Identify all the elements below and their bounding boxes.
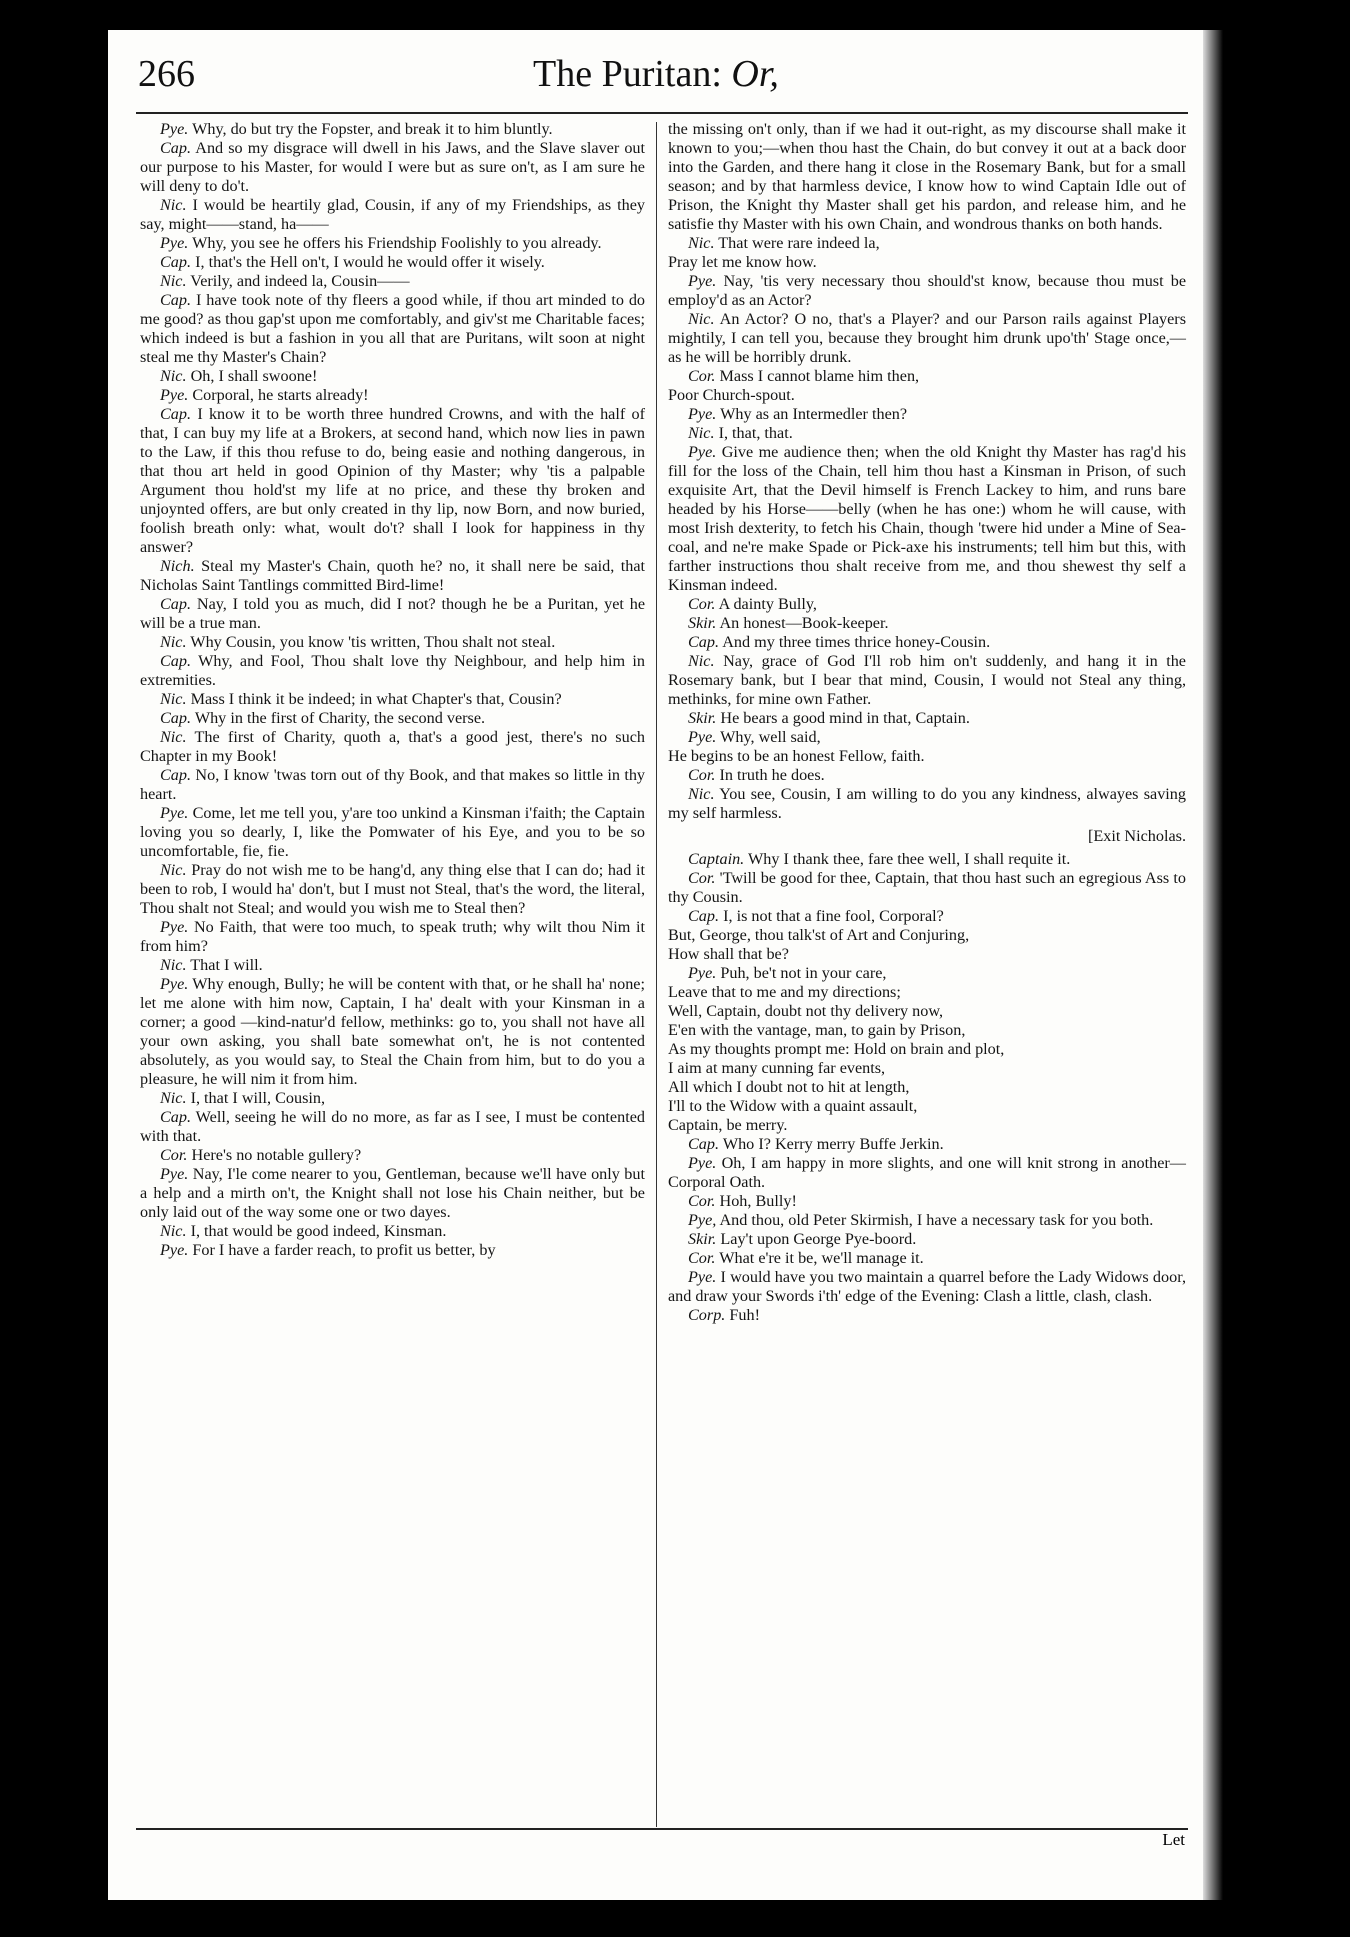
speaker-label: Pye. bbox=[160, 975, 189, 993]
speech-line bbox=[140, 690, 645, 709]
speech-line bbox=[668, 1230, 1186, 1249]
speaker-label: Cor. bbox=[688, 869, 716, 887]
speaker-label: Cap. bbox=[160, 405, 192, 423]
speech-text: And my three times thrice honey-Cousin. bbox=[722, 633, 991, 651]
speaker-label: Pye. bbox=[160, 120, 189, 138]
speech-line bbox=[668, 386, 1186, 405]
speaker-label: Cor. bbox=[160, 1146, 188, 1164]
speech-line bbox=[140, 1089, 645, 1108]
speech-line bbox=[668, 367, 1186, 386]
speech-text: I, that's the Hell on't, I would he would offer it wisely. bbox=[195, 253, 545, 271]
speech-line bbox=[140, 918, 645, 956]
speech-line bbox=[140, 766, 645, 804]
speech-text: Oh, I am happy in more slights, and one will knit strong in another—Corporal Oath. bbox=[668, 1154, 1186, 1191]
speech-text: [Exit Nicholas. bbox=[1087, 827, 1186, 845]
speech-text: I, that would be good indeed, Kinsman. bbox=[190, 1222, 447, 1240]
speech-text: I would be heartily glad, Cousin, if any of my Friendships, as they say, might——stand, ha—— bbox=[140, 196, 646, 233]
speech-line bbox=[668, 785, 1186, 823]
speech-line bbox=[140, 272, 645, 291]
speech-text: Here's no notable gullery? bbox=[191, 1146, 362, 1164]
speaker-label: Nic. bbox=[160, 272, 187, 290]
speech-text: Nay, I'le come nearer to you, Gentleman, because we'll have only but a help and a mirth on't, the Knight shall not lose his Chain neither, but be only laid out of the way some one or two dayes. bbox=[140, 1165, 645, 1221]
speech-text: You see, Cousin, I am willing to do you any kindness, alwayes saving my self harmless. bbox=[668, 785, 1186, 822]
speech-line bbox=[140, 557, 645, 595]
speech-text: No Faith, that were too much, to speak truth; why wilt thou Nim it from him? bbox=[140, 918, 646, 955]
speech-text: An Actor? O no, that's a Player? and our Parson rails against Players mightily, I can tell you, because they brought him drunk upo'th' Stage once,—as he will be horribly drunk. bbox=[668, 310, 1186, 366]
footer-rule bbox=[136, 1828, 1188, 1830]
speech-text: E'en with the vantage, man, to gain by Prison, bbox=[668, 1021, 966, 1039]
speech-text: Nay, grace of God I'll rob him on't suddenly, and hang it in the Rosemary bank, but I bear that mind, Cousin, I would not Steal any thing, methinks, for mine own Father. bbox=[668, 652, 1186, 708]
speech-line bbox=[140, 120, 645, 139]
speech-line bbox=[140, 1241, 645, 1260]
speech-line bbox=[140, 652, 645, 690]
speech-line bbox=[668, 310, 1186, 367]
speech-line bbox=[668, 1021, 1186, 1040]
speaker-label: Pye. bbox=[688, 728, 717, 746]
speaker-label: Nic. bbox=[160, 1222, 187, 1240]
speech-line bbox=[668, 614, 1186, 633]
speech-line bbox=[140, 139, 645, 196]
speaker-label: Cap. bbox=[688, 1135, 720, 1153]
speaker-label: Skir. bbox=[688, 1230, 717, 1248]
left-column bbox=[140, 120, 645, 1260]
speaker-label: Cor. bbox=[688, 1249, 716, 1267]
speech-text: Nay, I told you as much, did I not? though he be a Puritan, yet he will be a true man. bbox=[140, 595, 646, 632]
speaker-label: Pye, bbox=[688, 1211, 717, 1229]
speech-text: Hoh, Bully! bbox=[719, 1192, 797, 1210]
speech-line bbox=[668, 1116, 1186, 1135]
speech-text: What e're it be, we'll manage it. bbox=[719, 1249, 924, 1267]
speaker-label: Pye. bbox=[688, 405, 717, 423]
right-column bbox=[668, 120, 1186, 1325]
speech-text: No, I know 'twas torn out of thy Book, and that makes so little in thy heart. bbox=[140, 766, 646, 803]
speech-line bbox=[668, 633, 1186, 652]
speech-line bbox=[140, 595, 645, 633]
speech-text: the missing on't only, than if we had it out-right, as my discourse shall make it known to you;—when thou hast the Chain, do but convey it out at a back door into the Garden, and there hang it close in the Rosemary Bank, but for a small season; and by that harmless device, I know how to wind Captain Idle out of Prison, the Knight thy Master shall get his pardon, and release him, and he satisfie thy Master with his own Chain, and wondrous thanks on both hands. bbox=[668, 120, 1186, 233]
speaker-label: Nic. bbox=[688, 652, 715, 670]
speaker-label: Pye. bbox=[160, 1165, 189, 1183]
speech-text: Mass I think it be indeed; in what Chapter's that, Cousin? bbox=[190, 690, 562, 708]
header-rule bbox=[136, 112, 1188, 114]
catchword: Let bbox=[1162, 1830, 1185, 1849]
speech-line bbox=[140, 234, 645, 253]
speech-line bbox=[668, 1078, 1186, 1097]
speech-line bbox=[668, 1211, 1186, 1230]
speech-line bbox=[668, 1059, 1186, 1078]
speech-line bbox=[140, 633, 645, 652]
speech-line bbox=[140, 386, 645, 405]
speech-text: Why, do but try the Fopster, and break it to him bluntly. bbox=[192, 120, 553, 138]
speech-text: He bears a good mind in that, Captain. bbox=[720, 709, 970, 727]
speaker-label: Cap. bbox=[160, 253, 192, 271]
speech-line bbox=[140, 253, 645, 272]
speech-text: 'Twill be good for thee, Captain, that thou hast such an egregious Ass to thy Cousin. bbox=[668, 869, 1186, 906]
speech-line bbox=[668, 1249, 1186, 1268]
speech-line bbox=[668, 1268, 1186, 1306]
speech-text: That I will. bbox=[190, 956, 263, 974]
book-page bbox=[108, 30, 1203, 1900]
speech-line bbox=[668, 424, 1186, 443]
column-divider bbox=[656, 122, 657, 1827]
speaker-label: Nic. bbox=[688, 310, 715, 328]
speaker-label: Nic. bbox=[160, 1089, 187, 1107]
page-edge-shadow bbox=[1203, 30, 1223, 1900]
speech-line bbox=[668, 272, 1186, 310]
speaker-label: Pye. bbox=[688, 1154, 717, 1172]
speech-line bbox=[140, 709, 645, 728]
speech-text: I aim at many cunning far events, bbox=[668, 1059, 886, 1077]
speech-line bbox=[668, 1135, 1186, 1154]
speaker-label: Captain. bbox=[688, 850, 745, 868]
page-number: 266 bbox=[138, 53, 195, 95]
speaker-label: Nic. bbox=[688, 785, 715, 803]
speech-text: Oh, I shall swoone! bbox=[190, 367, 318, 385]
speech-line bbox=[668, 907, 1186, 926]
speaker-label: Pye. bbox=[160, 804, 189, 822]
speech-text: Why as an Intermedler then? bbox=[720, 405, 908, 423]
speech-line bbox=[140, 861, 645, 918]
speaker-label: Cap. bbox=[160, 709, 192, 727]
speech-line bbox=[140, 1108, 645, 1146]
speech-text: Well, seeing he will do no more, as far as I see, I must be contented with that. bbox=[140, 1108, 645, 1145]
speech-text: That were rare indeed la, bbox=[718, 234, 880, 252]
speech-line bbox=[140, 1146, 645, 1165]
speech-text: Why I thank thee, fare thee well, I shall requite it. bbox=[747, 850, 1071, 868]
speech-text: A dainty Bully, bbox=[718, 595, 817, 613]
speech-text: As my thoughts prompt me: Hold on brain and plot, bbox=[668, 1040, 1005, 1058]
speech-text: Poor Church-spout. bbox=[668, 386, 795, 404]
speaker-label: Nic. bbox=[160, 196, 187, 214]
speech-line bbox=[668, 652, 1186, 709]
speech-line bbox=[140, 196, 645, 234]
speech-line bbox=[140, 804, 645, 861]
speech-line bbox=[668, 443, 1186, 595]
speech-text: Pray do not wish me to be hang'd, any thing else that I can do; had it been to rob, I would ha' don't, but I must not Steal, that's the word, the literal, Thou shalt not Steal; and would you wish me to Steal then? bbox=[140, 861, 645, 917]
speech-line bbox=[668, 945, 1186, 964]
speech-text: I, that I will, Cousin, bbox=[190, 1089, 326, 1107]
speaker-label: Skir. bbox=[688, 614, 717, 632]
speaker-label: Cap. bbox=[688, 907, 720, 925]
speech-line bbox=[668, 1040, 1186, 1059]
speech-text: I'll to the Widow with a quaint assault, bbox=[668, 1097, 918, 1115]
speech-text: I have took note of thy fleers a good while, if thou art minded to do me good? as thou gap'st upon me comfortably, and giv'st me Charitable faces; which indeed is but a fashion in you all that are Puritans, wilt soon at night steal me thy Master's Chain? bbox=[140, 291, 646, 366]
speech-line bbox=[668, 869, 1186, 907]
speech-line bbox=[140, 1222, 645, 1241]
speech-text: Why, well said, bbox=[720, 728, 821, 746]
speech-line bbox=[668, 850, 1186, 869]
speech-text: The first of Charity, quoth a, that's a good jest, there's no such Chapter in my Book! bbox=[140, 728, 645, 765]
speaker-label: Nic. bbox=[160, 728, 187, 746]
speaker-label: Cor. bbox=[688, 367, 716, 385]
speech-text: Pray let me know how. bbox=[668, 253, 817, 271]
speech-line bbox=[668, 234, 1186, 253]
speaker-label: Cor. bbox=[688, 1192, 716, 1210]
speech-line bbox=[668, 964, 1186, 983]
speaker-label: Nic. bbox=[688, 234, 715, 252]
speech-line bbox=[668, 253, 1186, 272]
speech-line bbox=[140, 291, 645, 367]
speaker-label: Cor. bbox=[688, 766, 716, 784]
speech-line bbox=[140, 728, 645, 766]
speech-line bbox=[668, 728, 1186, 747]
speech-text: Lay't upon George Pye-boord. bbox=[720, 1230, 917, 1248]
speaker-label: Cap. bbox=[160, 1108, 192, 1126]
speaker-label: Pye. bbox=[688, 964, 717, 982]
speech-text: How shall that be? bbox=[668, 945, 789, 963]
speech-text: I, is not that a fine fool, Corporal? bbox=[723, 907, 944, 925]
title-main: The Puritan: bbox=[533, 53, 722, 95]
speech-text: For I have a farder reach, to profit us better, by bbox=[192, 1241, 496, 1259]
speech-line bbox=[140, 1165, 645, 1222]
speaker-label: Pye. bbox=[160, 918, 189, 936]
running-title bbox=[533, 52, 779, 96]
speaker-label: Cap. bbox=[160, 139, 192, 157]
speaker-label: Nic. bbox=[160, 956, 187, 974]
speech-line bbox=[668, 766, 1186, 785]
speech-text: Why enough, Bully; he will be content with that, or he shall ha' none; let me alone with him now, Captain, I ha' dealt with your Kinsman in a corner; a good —kind-natur'd fellow, methinks: go to, you shall not have all your own asking, you shall bate somewhat on't, he is not contented absolutely, as you would say, to Steal the Chain from him, but to do you a pleasure, he will nim it from him. bbox=[140, 975, 645, 1088]
speaker-label: Pye. bbox=[688, 443, 717, 461]
speaker-label: Pye. bbox=[688, 1268, 717, 1286]
speech-line bbox=[668, 1002, 1186, 1021]
speech-text: All which I doubt not to hit at length, bbox=[668, 1078, 910, 1096]
speech-line bbox=[668, 1154, 1186, 1192]
speech-text: Captain, be merry. bbox=[668, 1116, 788, 1134]
speech-line bbox=[668, 405, 1186, 424]
speech-text: In truth he does. bbox=[719, 766, 825, 784]
speaker-label: Pye. bbox=[160, 234, 189, 252]
speech-line bbox=[668, 709, 1186, 728]
speech-text: Who I? Kerry merry Buffe Jerkin. bbox=[722, 1135, 944, 1153]
speech-text: Mass I cannot blame him then, bbox=[719, 367, 920, 385]
speech-text: Fuh! bbox=[729, 1306, 760, 1324]
speech-line bbox=[668, 595, 1186, 614]
speech-text: Why Cousin, you know 'tis written, Thou shalt not steal. bbox=[190, 633, 556, 651]
speech-line bbox=[668, 1306, 1186, 1325]
speech-text: Come, let me tell you, y'are too unkind a Kinsman i'faith; the Captain loving you so dearly, I, like the Pomwater of his Eye, and you to be so uncomfortable, fie, fie. bbox=[140, 804, 645, 860]
speaker-label: Cap. bbox=[688, 633, 720, 651]
speech-text: An honest—Book-keeper. bbox=[719, 614, 889, 632]
speaker-label: Pye. bbox=[160, 386, 189, 404]
speech-line bbox=[668, 747, 1186, 766]
speech-text: Puh, be't not in your care, bbox=[720, 964, 887, 982]
speech-line bbox=[668, 1097, 1186, 1116]
speech-line bbox=[668, 120, 1186, 234]
speech-line bbox=[668, 983, 1186, 1002]
speech-line bbox=[668, 827, 1186, 846]
speech-line bbox=[668, 1192, 1186, 1211]
speaker-label: Cap. bbox=[160, 291, 192, 309]
speaker-label: Cor. bbox=[688, 595, 716, 613]
speaker-label: Nic. bbox=[688, 424, 715, 442]
speech-text: Steal my Master's Chain, quoth he? no, it shall nere be said, that Nicholas Saint Tantlings committed Bird-lime! bbox=[140, 557, 645, 594]
title-italic: Or, bbox=[731, 53, 779, 95]
speech-text: Why in the first of Charity, the second verse. bbox=[194, 709, 486, 727]
page-header bbox=[138, 52, 1188, 112]
speaker-label: Nic. bbox=[160, 861, 187, 879]
speech-text: Why, and Fool, Thou shalt love thy Neighbour, and help him in extremities. bbox=[140, 652, 645, 689]
speech-line bbox=[140, 405, 645, 557]
speech-text: Well, Captain, doubt not thy delivery now, bbox=[668, 1002, 944, 1020]
speech-line bbox=[140, 975, 645, 1089]
speaker-label: Nich. bbox=[160, 557, 195, 575]
speech-text: Nay, 'tis very necessary thou should'st know, because thou must be employ'd as an Actor? bbox=[668, 272, 1187, 309]
speech-text: And thou, old Peter Skirmish, I have a necessary task for you both. bbox=[719, 1211, 1154, 1229]
speech-text: Why, you see he offers his Friendship Foolishly to you already. bbox=[192, 234, 602, 252]
speaker-label: Skir. bbox=[688, 709, 717, 727]
speaker-label: Nic. bbox=[160, 690, 187, 708]
speaker-label: Nic. bbox=[160, 633, 187, 651]
speaker-label: Pye. bbox=[688, 272, 717, 290]
speech-line bbox=[140, 956, 645, 975]
speaker-label: Nic. bbox=[160, 367, 187, 385]
speech-text: Verily, and indeed la, Cousin—— bbox=[190, 272, 410, 290]
speaker-label: Pye. bbox=[160, 1241, 189, 1259]
speaker-label: Cap. bbox=[160, 766, 192, 784]
speech-text: He begins to be an honest Fellow, faith. bbox=[668, 747, 925, 765]
speech-text: And so my disgrace will dwell in his Jaws, and the Slave slaver out our purpose to his Master, for would I were but as sure on't, as I am sure he will deny to do't. bbox=[140, 139, 646, 195]
speech-line bbox=[668, 926, 1186, 945]
speech-text: But, George, thou talk'st of Art and Conjuring, bbox=[668, 926, 970, 944]
speaker-label: Cap. bbox=[160, 595, 192, 613]
speaker-label: Corp. bbox=[688, 1306, 726, 1324]
speaker-label: Cap. bbox=[160, 652, 192, 670]
speech-text: Corporal, he starts already! bbox=[192, 386, 369, 404]
speech-line bbox=[140, 367, 645, 386]
speech-text: Give me audience then; when the old Knight thy Master has rag'd his fill for the loss of the Chain, tell him thou hast a Kinsman in Prison, of such exquisite Art, that the Devil himself is French Lackey to him, and runs bare headed by his Horse——belly (when he has one:) whom he will cause, with most Irish dexterity, to fetch his Chain, though 'twere hid under a Mine of Sea-coal, and ne're make Spade or Pick-axe his instruments; tell him but this, with farther instructions thou shalt receive from me, and thou shewest thy self a Kinsman indeed. bbox=[668, 443, 1186, 594]
speech-text: I know it to be worth three hundred Crowns, and with the half of that, I can buy my life at a Brokers, at second hand, which now lies in pawn to the Law, if this thou refuse to do, being easie and nothing dangerous, in that thou art held in good Opinion of thy Master; why 'tis a palpable Argument thou hold'st my life at no price, and these thy broken and unjoynted offers, are but only created in thy lip, now Born, and now buried, foolish breath only: what, woult do't? shall I look for happiness in thy answer? bbox=[140, 405, 645, 556]
speech-text: I, that, that. bbox=[718, 424, 793, 442]
speech-text: Leave that to me and my directions; bbox=[668, 983, 901, 1001]
speech-text: I would have you two maintain a quarrel before the Lady Widows door, and draw your Swords i'th' edge of the Evening: Clash a little, clash, clash. bbox=[668, 1268, 1186, 1305]
